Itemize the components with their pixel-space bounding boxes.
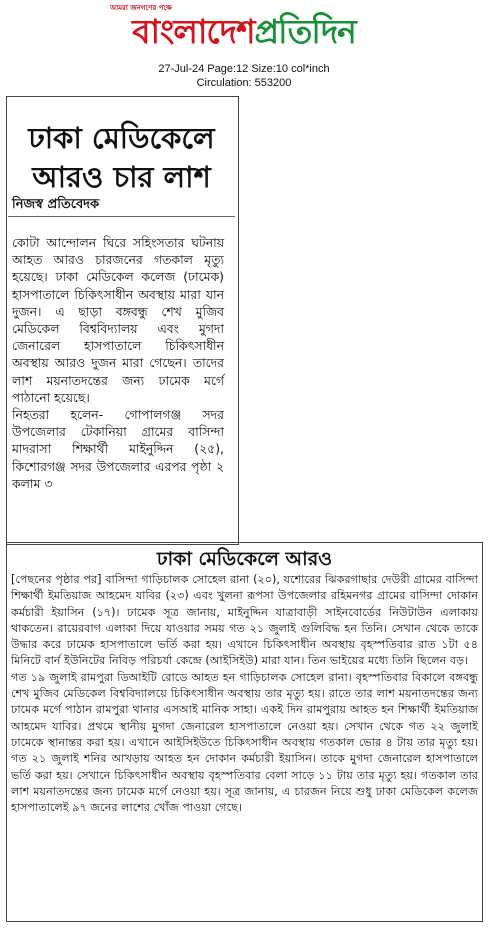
headline-line-2: আরও চার লাশ xyxy=(32,160,211,194)
continuation-marker: [পেছনের পৃষ্ঠার পর] xyxy=(11,573,102,586)
article-paragraph-text: নিহতরা হলেন- গোপালগঞ্জ সদর উপজেলার টেকানিয়া গ্রামের বাসিন্দা মাদরাসা শিক্ষার্থী মাইনুদ্দিন (২৫), কিশোরগঞ্জ সদর উপজেলার xyxy=(12,407,224,474)
article-byline: নিজস্ব প্রতিবেদক xyxy=(12,197,100,212)
byline-divider xyxy=(8,216,235,217)
logo-part-bangladesh: বাংলাদেশ xyxy=(132,12,255,51)
continuation-text: বাসিন্দা গাড়িচালক সোহেল রানা (২০), যশোরের ঝিকরগাছার দেউরী গ্রামের বাসিন্দা শিক্ষার্থী ইমতিয়াজ আহমেদ যাবির (২৩) এবং খুলনা রূপসা উপজেলার রহিমনগর গ্রামের বাসিন্দা দোকান কর্মচারী ইয়াসিন (১৭)। ঢামেক সূত্র জানায়, মাইনুদ্দিন যাত্রাবাড়ী সাইনবোর্ডের নিউটাউন এলাকায় থাকতেন। রায়েরবাগ এলাকা দিয়ে যাওয়ার সময় গত ২১ জুলাই গুলিবিদ্ধ হন তিনি। সেখান থেকে তাকে উদ্ধার করে ঢামেক হাসপাতালে ভর্তি করা হয়। এখানে চিকিৎসাধীন অবস্থায় বৃহস্পতিবার রাত ১টা ৫৪ মিনিটে বার্ন ইউনিটের নিবিড় পরিচর্যা কেন্দ্রে (আইসিইউ) মারা যান। তিন ভাইয়ের মধ্যে তিনি ছিলেন বড়। xyxy=(11,573,478,668)
clipping-metadata xyxy=(0,62,488,90)
clipping-circulation: Circulation: 553200 xyxy=(196,77,292,89)
page-jump-reference: এরপর পৃষ্ঠা ২ কলাম ৩ xyxy=(12,458,224,491)
masthead-tagline: আমরা জনগণের পক্ষে xyxy=(110,4,172,12)
newspaper-logo xyxy=(0,10,488,54)
clipping-date-page-size: 27-Jul-24 Page:12 Size:10 col*inch xyxy=(158,63,330,75)
article-paragraph: কোটা আন্দোলন ঘিরে সহিংসতার ঘটনায় আহত আরও চারজনের গতকাল মৃত্যু হয়েছে। ঢাকা মেডিকেল কলেজ (ঢামেক) হাসপাতালে চিকিৎসাধীন অবস্থায় মারা যান দুজন। এ ছাড়া বঙ্গবন্ধু শেখ মুজিব মেডিকেল বিশ্ববিদ্যালয় এবং মুগদা জেনারেল হাসপাতালে চিকিৎসাধীন অবস্থায় আরও দুজন মারা গেছেন। তাদের লাশ ময়নাতদন্তের জন্য ঢামেক মর্গে পাঠানো হয়েছে। xyxy=(12,235,224,405)
continuation-headline: ঢাকা মেডিকেলে আরও xyxy=(156,548,333,570)
article-paragraph-continued xyxy=(12,406,224,492)
article-headline xyxy=(8,119,235,197)
continuation-paragraph xyxy=(11,572,478,670)
continuation-paragraph-2: গত ১৯ জুলাই রামপুরা ডিআইটি রোডে আহত হন গাড়িচালক সোহেল রানা। বৃহস্পতিবার বিকালে বঙ্গবন্ধু শেখ মুজিব মেডিকেল বিশ্ববিদ্যালয়ে চিকিৎসাধীন অবস্থায় তার মৃত্যু হয়। রাতে তার লাশ ময়নাতদন্তের জন্য ঢামেক মর্গে পাঠান রামপুরা থানার এসআই মানিক সাহা। একই দিন রামপুরায় আহত হন শিক্ষার্থী ইমতিয়াজ আহমেদ যাবির। প্রথমে স্থানীয় মুগদা জেনারেল হাসপাতালে নেওয়া হয়। সেখান থেকে গত ২২ জুলাই ঢামেকে স্থানান্তর করা হয়। এখানে আইসিইউতে চিকিৎসাধীন অবস্থায় গতকাল ভোর ৪ টায় তার মৃত্যু হয়। গত ২১ জুলাই শনির আখড়ায় আহত হন দোকান কর্মচারী ইয়াসিন। তাকে মুগদা জেনারেল হাসপাতালে ভর্তি করা হয়। সেখানে চিকিৎসাধীন অবস্থায় বৃহস্পতিবার বেলা সাড়ে ১১ টায় তার মৃত্যু হয়। গতকাল তার লাশ ময়নাতদন্তের জন্য ঢামেক মর্গে নেওয়া হয়। সূত্র জানায়, এ চারজন নিয়ে শুধু ঢাকা মেডিকেল কলেজ হাসপাতালেই ৯৭ জনের লাশের খোঁজ পাওয়া গেছে। xyxy=(11,670,478,815)
article-body xyxy=(12,234,224,492)
continuation-body xyxy=(11,572,478,816)
newspaper-masthead xyxy=(0,0,488,62)
headline-line-1: ঢাকা মেডিকেলে xyxy=(28,121,215,155)
logo-part-protidin: প্রতিদিন xyxy=(254,12,356,51)
